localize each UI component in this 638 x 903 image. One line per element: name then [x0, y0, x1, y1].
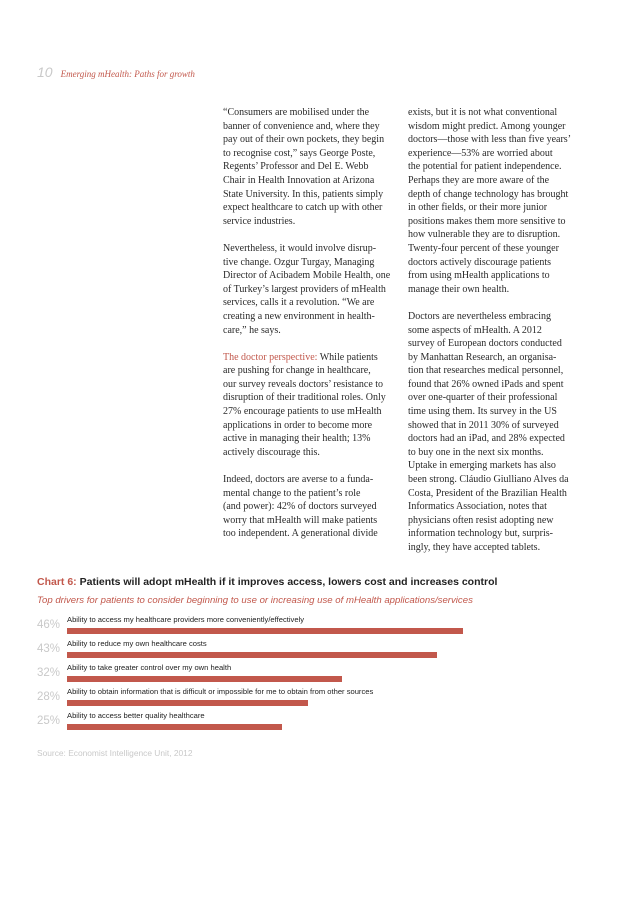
text-line: active in managing their health; 13% — [223, 433, 371, 445]
text-line: by Manhattan Research, an organisa- — [408, 351, 557, 363]
paragraph — [223, 473, 395, 541]
text-line: actively discourage this. — [223, 446, 320, 458]
text-line: worry that mHealth will make patients — [223, 514, 378, 526]
text-line: wisdom might predict. Among younger — [408, 120, 566, 132]
text-line: showed that in 2011 30% of surveyed — [408, 419, 559, 431]
chart-number: Chart 6: — [37, 576, 77, 588]
text-line: disruption of their traditional roles. Only — [223, 392, 386, 404]
text-line: our survey reveals doctors’ resistance to — [223, 378, 384, 390]
text-fragment: While patients — [319, 351, 378, 363]
chart-category-label: Ability to take greater control over my own health — [67, 663, 232, 672]
text-line: tive change. Ozgur Turgay, Managing — [223, 256, 375, 268]
chart-bar — [67, 628, 463, 634]
text-line: information technology but, surpris- — [408, 528, 553, 540]
text-line: Regents’ Professor and Del E. Webb — [223, 161, 369, 173]
text-line: Uptake in emerging markets has also — [408, 460, 556, 472]
text-line: are pushing for change in healthcare, — [223, 365, 371, 377]
text-line: in other fields, or their more junior — [408, 202, 548, 214]
text-line: experience—53% are worried about — [408, 147, 553, 159]
page-number: 10 — [37, 64, 53, 80]
text-line: positions makes them more sensitive to — [408, 215, 566, 227]
chart-title — [37, 576, 497, 588]
text-line: service industries. — [223, 215, 296, 227]
text-line — [223, 351, 395, 365]
text-line: (and power): 42% of doctors surveyed — [223, 501, 377, 513]
text-line: “Consumers are mobilised under the — [223, 107, 370, 118]
text-line: too independent. A generational divide — [223, 528, 378, 540]
text-line: doctors actively discourage patients — [408, 256, 552, 268]
text-line: depth of change technology has brought — [408, 188, 569, 200]
text-line: been strong. Cláudio Giulliano Alves da — [408, 474, 569, 486]
text-line: Nevertheless, it would involve disrup- — [223, 242, 377, 254]
text-line: ingly, they have accepted tablets. — [408, 542, 541, 553]
chart-bar — [67, 724, 282, 730]
paragraph — [223, 106, 395, 228]
chart-value-label: 46% — [37, 619, 61, 631]
chart-category-label: Ability to obtain information that is difficult or impossible for me to obtain from other sources — [67, 687, 374, 696]
chart-bar — [67, 676, 342, 682]
chart-value-label: 32% — [37, 667, 61, 679]
text-line: care,” he says. — [223, 324, 281, 336]
text-line: expect healthcare to catch up with other — [223, 202, 383, 214]
text-line: how vulnerable they are to disruption. — [408, 229, 561, 241]
text-line: found that 26% owned iPads and spent — [408, 378, 564, 390]
chart-source: Source: Economist Intelligence Unit, 2012 — [37, 748, 193, 758]
chart-value-label: 28% — [37, 691, 61, 703]
text-line: applications in order to become more — [223, 419, 373, 431]
text-line: 27% encourage patients to use mHealth — [223, 406, 382, 418]
chart-category-label: Ability to access my healthcare providers more conveniently/effectively — [67, 615, 305, 624]
text-line: Twenty-four percent of these younger — [408, 242, 559, 254]
paragraph — [223, 242, 395, 337]
text-line: Doctors are nevertheless embracing — [408, 310, 551, 322]
text-line: State University. In this, patients simply — [223, 188, 384, 200]
paragraph — [408, 106, 586, 296]
chart-category-label: Ability to access better quality healthcare — [67, 711, 205, 720]
text-line: over one-quarter of their professional — [408, 392, 558, 404]
text-line: doctors—those with less than five years’ — [408, 134, 572, 146]
running-title: Emerging mHealth: Paths for growth — [60, 69, 195, 79]
chart-value-label: 43% — [37, 643, 61, 655]
chart-category-label: Ability to reduce my own healthcare costs — [67, 639, 207, 648]
text-line: from using mHealth applications to — [408, 270, 550, 282]
text-column-right — [408, 106, 586, 568]
text-line: physicians often resist adopting new — [408, 514, 554, 526]
chart-bar — [67, 652, 437, 658]
chart-title-text: Patients will adopt mHealth if it improves access, lowers cost and increases control — [79, 576, 498, 588]
text-line: mental change to the patient’s role — [223, 487, 361, 499]
text-line: exists, but it is not what conventional — [408, 107, 558, 118]
text-line: to buy one in the next six months. — [408, 446, 544, 458]
paragraph — [408, 310, 586, 555]
text-column-left — [223, 106, 395, 555]
text-line: some aspects of mHealth. A 2012 — [408, 324, 542, 336]
text-line: banner of convenience and, where they — [223, 120, 380, 132]
page-header — [37, 64, 195, 80]
chart-subtitle: Top drivers for patients to consider beginning to use or increasing use of mHealth applications/services — [37, 595, 473, 606]
text-line: time using them. Its survey in the US — [408, 406, 557, 418]
text-line: Chair in Health Innovation at Arizona — [223, 174, 375, 186]
text-line: pay out of their own pockets, they begin — [223, 134, 385, 146]
text-line: the potential for patient independence. — [408, 161, 562, 173]
text-line: of Turkey’s largest providers of mHealth — [223, 283, 386, 295]
text-line: creating a new environment in health- — [223, 310, 375, 322]
paragraph — [223, 351, 395, 460]
text-line: survey of European doctors conducted — [408, 338, 562, 350]
text-line: to recognise cost,” says George Poste, — [223, 147, 376, 159]
text-line: Perhaps they are more aware of the — [408, 174, 550, 186]
doctor-perspective-heading: The doctor perspective: — [223, 351, 318, 363]
text-line: tion that researches medical personnel, — [408, 365, 564, 377]
text-line: doctors had an iPad, and 28% expected — [408, 433, 565, 445]
chart-value-label: 25% — [37, 715, 61, 727]
text-line: Director of Acibadem Mobile Health, one — [223, 270, 391, 282]
text-line: manage their own health. — [408, 283, 510, 295]
text-line: services, calls it a revolution. “We are — [223, 297, 375, 309]
text-line: Costa, President of the Brazilian Health — [408, 487, 567, 499]
chart-bar — [67, 700, 308, 706]
text-line: Indeed, doctors are averse to a funda- — [223, 474, 374, 486]
text-line: Informatics Association, notes that — [408, 501, 547, 513]
